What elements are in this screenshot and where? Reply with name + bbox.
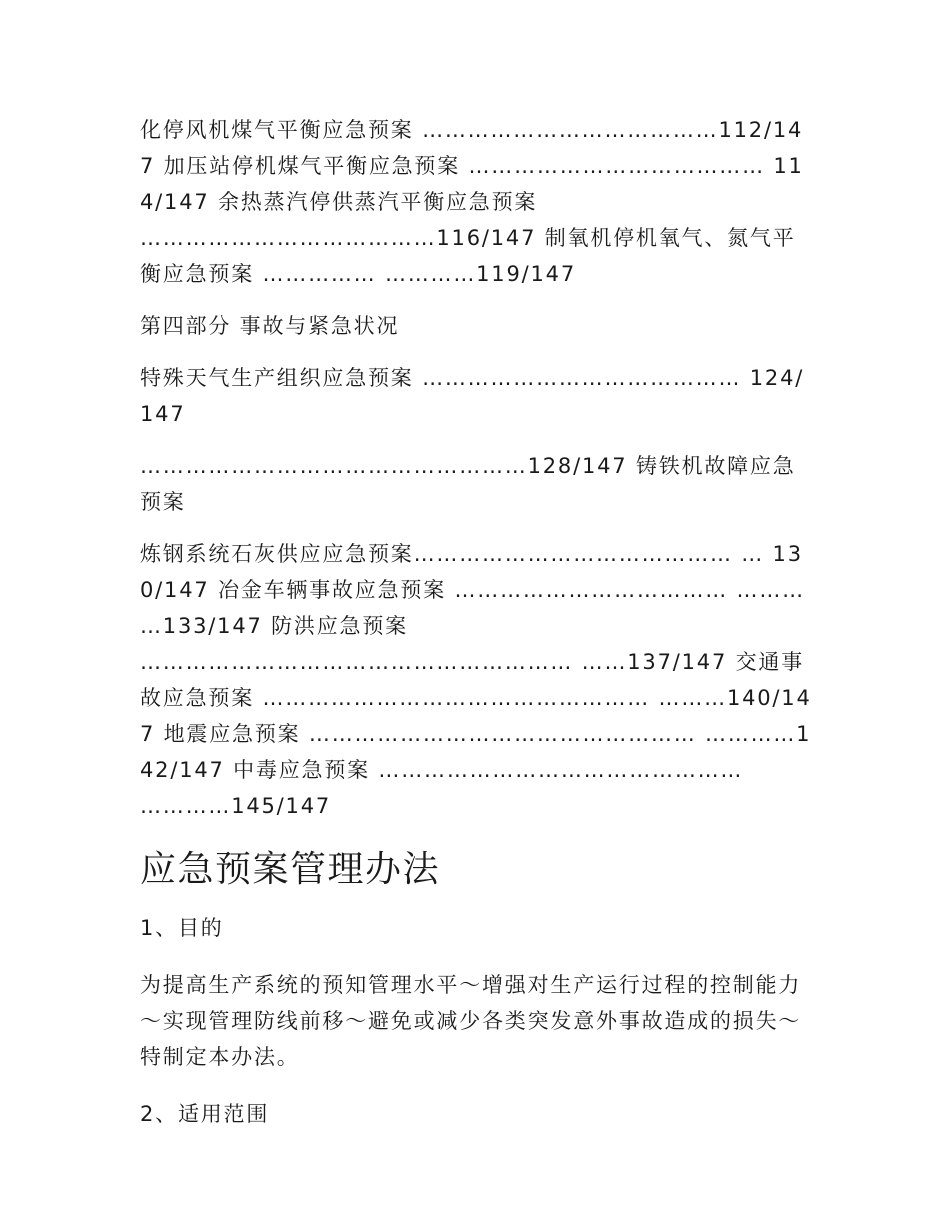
section-title-purpose: 1、目的 (140, 916, 224, 940)
toc-section-heading: 第四部分 事故与紧急状况 (140, 314, 400, 338)
section-title-scope: 2、适用范围 (140, 1102, 270, 1126)
toc-entries-block-4: 炼钢系统石灰供应应急预案…………………………………… … 130/147 冶金车辆事故应急预案 ……………………………… ……… …133/147 防洪应急预案 ………………………………………………… ……137/147 交通事故应急预案 …………………………………………… ………140/147 地震应急预案 …………………………………………… …………142/147 中毒应急预案 ………………………………………… …………145/147 (140, 542, 812, 818)
document-heading: 应急预案管理办法 (140, 849, 441, 890)
section-body-purpose: 为提高生产系统的预知管理水平～增强对生产运行过程的控制能力～实现管理防线前移～避免或减少各类突发意外事故造成的损失～特制定本办法。 (140, 973, 802, 1069)
toc-entries-block-3: ……………………………………………128/147 铸铁机故障应急预案 (140, 454, 796, 514)
toc-entries-block-2: 特殊天气生产组织应急预案 …………………………………… 124/147 (140, 366, 805, 426)
toc-entries-block-1: 化停风机煤气平衡应急预案 …………………………………112/147 加压站停机煤气平衡应急预案 ………………………………… 114/147 余热蒸汽停供蒸汽平衡应急预案 …………………………………116/147 制氧机停机氧气、氮气平衡应急预案 …………… …………119/147 (140, 118, 804, 286)
document-page (140, 112, 812, 1153)
